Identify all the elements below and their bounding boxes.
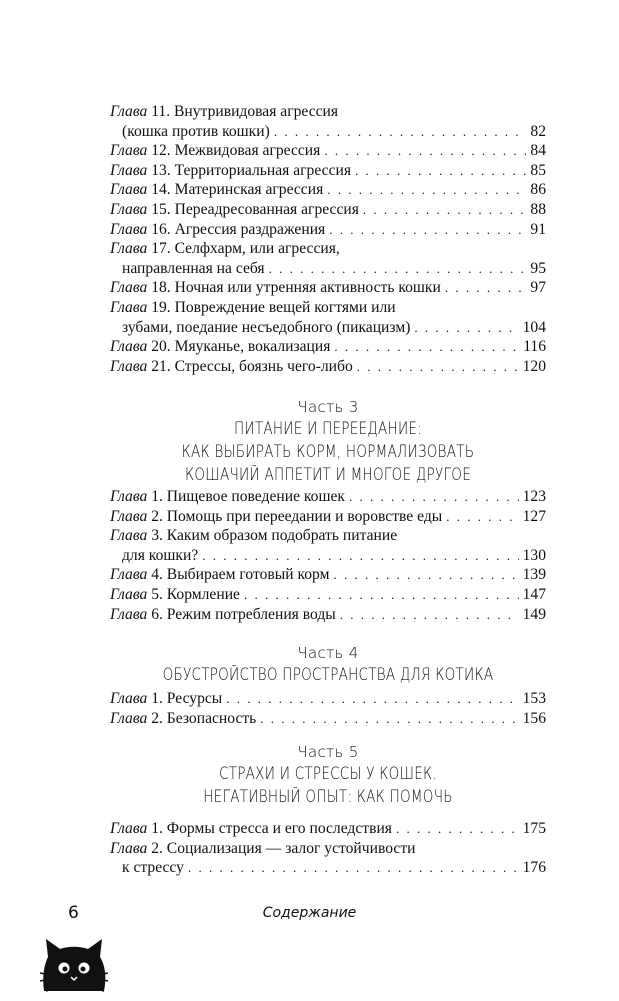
toc-entry[interactable]: Глава 14. Материнская агрессия . . . 86 xyxy=(110,180,546,200)
toc-entry[interactable]: Глава 5. Кормление . . . 147 xyxy=(110,585,546,605)
part-title-line: ПИТАНИЕ И ПЕРЕЕДАНИЕ: xyxy=(233,419,423,438)
toc-entry[interactable]: Глава 2. Социализация — залог устойчивости к стрессу . . . 176 xyxy=(110,839,546,878)
toc-entry[interactable]: Глава 15. Переадресованная агрессия . . . 88 xyxy=(110,200,546,220)
part-5-heading xyxy=(110,742,546,808)
toc-entry[interactable]: Глава 19. Повреждение вещей когтями или зубами, поедание несъедобного (пикацизм) . . . 104 xyxy=(110,298,546,337)
part-title-line: НЕГАТИВНЫЙ ОПЫТ: КАК ПОМОЧЬ xyxy=(203,787,453,806)
part-title-line: СТРАХИ И СТРЕССЫ У КОШЕК. xyxy=(219,764,437,783)
part-title-line: КАК ВЫБИРАТЬ КОРМ, НОРМАЛИЗОВАТЬ xyxy=(181,442,475,461)
toc-entry[interactable]: Глава 17. Селфхарм, или агрессия, направленная на себя . . . 95 xyxy=(110,239,546,278)
toc-entry[interactable]: Глава 21. Стрессы, боязнь чего-либо . . . 120 xyxy=(110,357,546,377)
toc-entry[interactable]: Глава 12. Межвидовая агрессия . . . 84 xyxy=(110,141,546,161)
part-5-chapter-list xyxy=(110,819,546,878)
toc-entry[interactable]: Глава 20. Мяуканье, вокализация . . . 116 xyxy=(110,337,546,357)
part-title-line: КОШАЧИЙ АППЕТИТ И МНОГОЕ ДРУГОЕ xyxy=(184,465,472,484)
part-number: Часть 3 xyxy=(297,398,359,416)
toc-entry[interactable]: Глава 2. Помощь при переедании и воровстве еды . . . 127 xyxy=(110,507,546,527)
toc-entry[interactable]: Глава 2. Безопасность . . . 156 xyxy=(110,709,546,729)
toc-entry[interactable]: Глава 13. Территориальная агрессия . . . 85 xyxy=(110,161,546,181)
part-number: Часть 4 xyxy=(297,644,359,662)
toc-entry[interactable]: Глава 6. Режим потребления воды . . . 149 xyxy=(110,605,546,625)
toc-entry[interactable]: Глава 4. Выбираем готовый корм . . . 139 xyxy=(110,565,546,585)
toc-top-list xyxy=(110,102,546,376)
toc-entry[interactable]: Глава 3. Каким образом подобрать питание для кошки? . . . 130 xyxy=(110,526,546,565)
toc-entry[interactable]: Глава 11. Внутривидовая агрессия (кошка против кошки) . . . 82 xyxy=(110,102,546,141)
part-4-chapter-list xyxy=(110,689,546,728)
part-3-chapter-list xyxy=(110,487,546,624)
toc-entry[interactable]: Глава 16. Агрессия раздражения . . . 91 xyxy=(110,220,546,240)
part-number: Часть 5 xyxy=(297,743,359,761)
running-title: Содержание xyxy=(262,905,357,921)
page-number: 6 xyxy=(68,903,79,923)
toc-entry[interactable]: Глава 18. Ночная или утренняя активность кошки . . . 97 xyxy=(110,278,546,298)
toc-entry[interactable]: Глава 1. Формы стресса и его последствия . . . 175 xyxy=(110,819,546,839)
part-4-heading xyxy=(110,643,546,686)
part-title-line: ОБУСТРОЙСТВО ПРОСТРАНСТВА ДЛЯ КОТИКА xyxy=(162,665,494,684)
toc-entry[interactable]: Глава 1. Пищевое поведение кошек . . . 123 xyxy=(110,487,546,507)
toc-entry[interactable]: Глава 1. Ресурсы . . . 153 xyxy=(110,689,546,709)
black-cat-icon xyxy=(40,935,110,993)
part-3-heading xyxy=(110,397,546,486)
